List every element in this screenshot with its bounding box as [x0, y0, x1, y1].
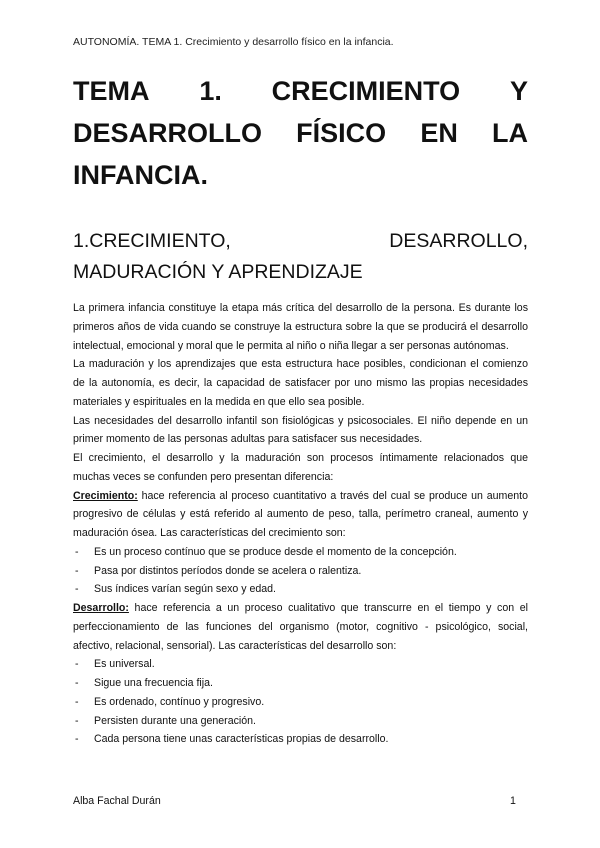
running-header: AUTONOMÍA. TEMA 1. Crecimiento y desarrollo físico en la infancia.: [73, 36, 394, 48]
section-heading-line-1: [73, 226, 528, 257]
list-item: - Es universal.: [73, 655, 528, 674]
section-heading-line-2: MADURACIÓN Y APRENDIZAJE: [73, 261, 363, 283]
desarrollo-list: [73, 655, 528, 749]
title-word: TEMA: [73, 76, 150, 106]
title-word: Y: [509, 76, 528, 106]
body-text: [73, 299, 528, 749]
title-word: LA: [492, 118, 528, 148]
page-number: 1: [510, 795, 516, 807]
list-item: - Sigue una frecuencia fija.: [73, 674, 528, 693]
title-line-1: [73, 70, 528, 112]
title-word: FÍSICO: [296, 118, 387, 148]
list-item: - Cada persona tiene unas características propias de desarrollo.: [73, 730, 528, 749]
page-title: [73, 70, 528, 196]
paragraph: La primera infancia constituye la etapa más crítica del desarrollo de la persona. Es durante los primeros años de vida cuando se construye la estructura sobre la que se producirá el desarrollo intelectual, emocional y moral que le permita al niño o niña llegar a ser personas autónomas.: [73, 302, 528, 352]
paragraph: La maduración y los aprendizajes que esta estructura hace posibles, condicionan el comienzo de la autonomía, es decir, la capacidad de satisfacer por uno mismo las propias necesidades materiales y espirituales en la medida en que ello sea posible.: [73, 358, 528, 408]
title-line-3: INFANCIA.: [73, 160, 208, 190]
crecimiento-definition: [73, 487, 528, 543]
paragraph: El crecimiento, el desarrollo y la maduración son procesos íntimamente relacionados que muchas veces se confunden pero presentan diferencia:: [73, 452, 528, 483]
paragraph: Las necesidades del desarrollo infantil son fisiológicas y psicosociales. El niño depende en un primer momento de las personas adultas para satisfacer sus necesidades.: [73, 414, 528, 446]
list-item: - Persisten durante una generación.: [73, 712, 528, 731]
title-line-2: [73, 112, 528, 154]
crecimiento-list: [73, 543, 528, 599]
desarrollo-text: hace referencia a un proceso cualitativo que transcurre en el tiempo y con el perfeccionamiento de las funciones del organismo (motor, cognitivo - psicológico, social, afectivo, relacional, sensorial). Las características del desarrollo son:: [73, 602, 528, 652]
list-item: - Es un proceso contínuo que se produce desde el momento de la concepción.: [73, 543, 528, 562]
section-heading-word: 1.CRECIMIENTO,: [73, 230, 231, 252]
list-item: - Es ordenado, contínuo y progresivo.: [73, 693, 528, 712]
title-word: EN: [420, 118, 458, 148]
desarrollo-term: Desarrollo:: [73, 602, 129, 614]
crecimiento-text: hace referencia al proceso cuantitativo a través del cual se produce un aumento progresivo de células y está referido al aumento de peso, talla, perímetro craneal, aumento y maduración ósea. Las características del crecimiento son:: [73, 489, 528, 539]
section-heading-word: DESARROLLO,: [389, 230, 528, 252]
section-heading: [73, 226, 528, 288]
title-word: DESARROLLO: [73, 118, 262, 148]
title-word: CRECIMIENTO: [271, 76, 461, 106]
list-item: - Sus índices varían según sexo y edad.: [73, 580, 528, 599]
title-word: 1.: [199, 76, 222, 106]
crecimiento-term: Crecimiento:: [73, 489, 138, 502]
footer-author: Alba Fachal Durán: [73, 795, 161, 807]
desarrollo-definition: [73, 599, 528, 655]
list-item: - Pasa por distintos períodos donde se acelera o ralentiza.: [73, 562, 528, 581]
